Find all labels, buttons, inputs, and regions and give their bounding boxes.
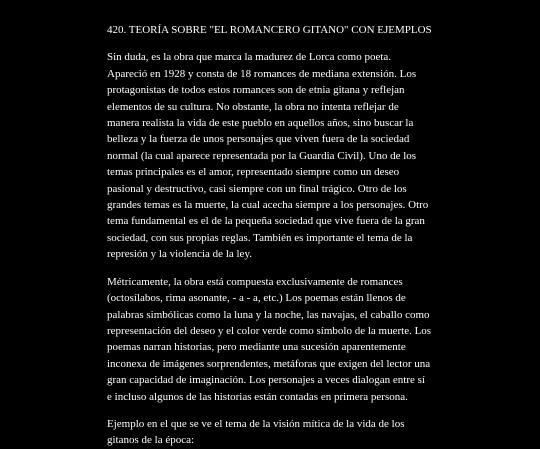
paragraph-metrics: Métricamente, la obra está compuesta exclusivamente de romances (octosílabos, rima asonante, - a - a, etc.) Los poemas están llenos de palabras simbólicas como la luna y la noche, las navajas, el caballo como representación del deseo y el color verde como símbolo de la muerte. Los poemas narran historias, pero mediante una sucesión aparentemente inconexa de imágenes sorprendentes, metáforas que exigen del lector una gran capacidad de imaginación. Los personajes a veces dialogan entre sí e incluso algunos de las historias están contadas en primera persona. [107, 275, 432, 403]
document-body [107, 22, 432, 449]
paragraph-example-intro: Ejemplo en el que se ve el tema de la visión mítica de la vida de los gitanos de la época: [107, 417, 405, 447]
paragraph-intro: Sin duda, es la obra que marca la madurez de Lorca como poeta. Apareció en 1928 y consta de 18 romances de mediana extensión. Los protagonistas de todos estos romances son de etnia gitana y reflejan elementos de su cultura. No obstante, la obra no intenta reflejar de manera realista la vida de este pueblo en aquellos años, sino buscar la belleza y la fuerza de unos personajes que viven fuera de la sociedad normal (la cual aparece representada por la Guardia Civil). Uno de los temas principales es el amor, representado siempre como un deseo pasional y destructivo, casi siempre con un final trágico. Otro de los grandes temas es la muerte, la cual acecha siempre a los personajes. Otro tema fundamental es el de la pequeña sociedad que vive fuera de la gran sociedad, con sus propias reglas. También es importante el tema de la represión y la violencia de la ley. [107, 51, 429, 261]
document-title: 420. TEORÍA SOBRE "EL ROMANCERO GITANO" CON EJEMPLOS [107, 24, 432, 36]
